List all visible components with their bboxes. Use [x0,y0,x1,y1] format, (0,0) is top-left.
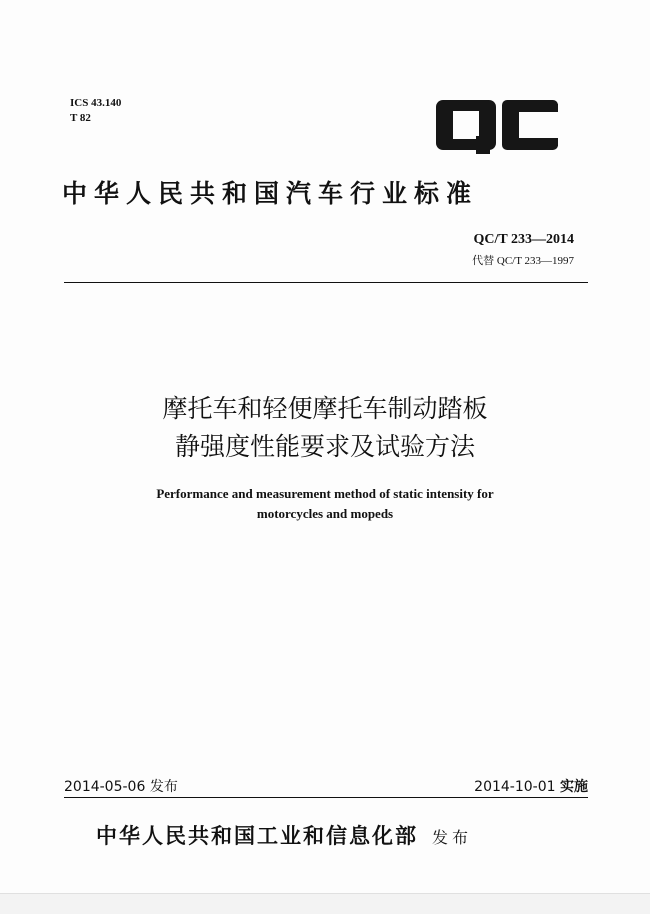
issuer-action: 发布 [432,828,473,847]
title-cn-line1: 摩托车和轻便摩托车制动踏板 [162,394,488,423]
standard-category: 中华人民共和国汽车行业标准 [62,179,479,208]
standard-number-block [472,232,574,268]
qc-logo [436,100,558,154]
title-en-line1: Performance and measurement method of static intensity for [156,486,494,501]
issue-label: 发布 [149,779,178,795]
classification-codes [70,96,121,126]
issue-date: 2014-05-06 [64,779,146,795]
bottom-divider [64,797,588,798]
issuer-name: 中华人民共和国工业和信息化部 [96,823,418,848]
top-divider [64,282,588,283]
replaces-standard: 代替 QC/T 233—1997 [472,255,574,267]
title-en-line2: motorcycles and mopeds [256,506,394,521]
standard-number: QC/T 233—2014 [473,232,574,247]
title-en [0,484,650,524]
effective-label: 实施 [560,779,588,795]
ics-code: ICS 43.140 [70,97,122,109]
issue-date-block [64,776,178,796]
ccs-code: T 82 [70,112,91,124]
effective-date-block [474,776,588,796]
title-cn-line2: 静强度性能要求及试验方法 [174,432,475,461]
effective-date: 2014-10-01 [474,779,556,795]
issuer-line [96,820,472,850]
scan-bottom-edge [0,893,650,914]
